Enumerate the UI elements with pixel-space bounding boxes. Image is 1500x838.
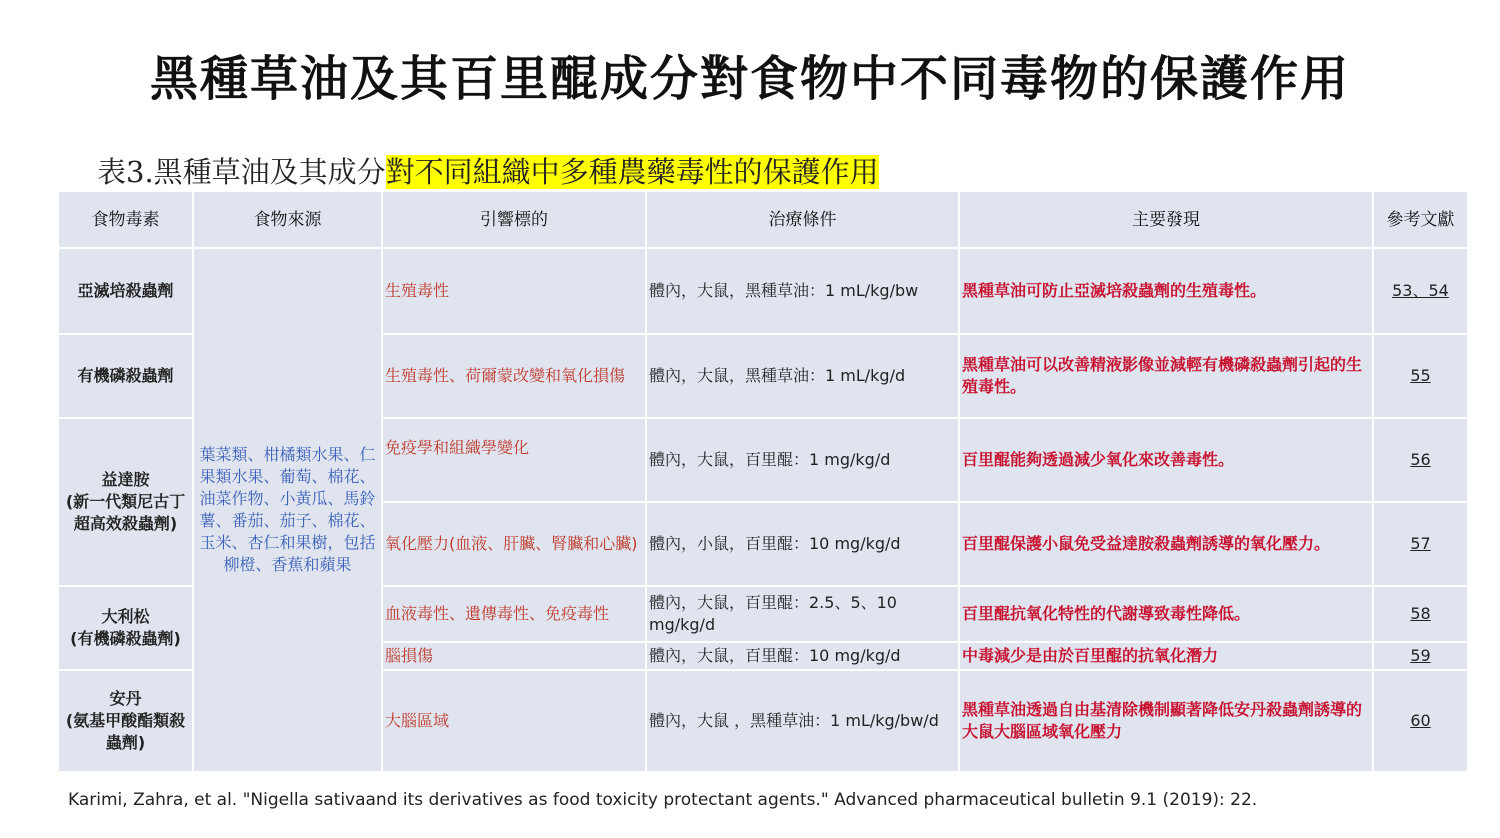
food-source-cell: 葉菜類、柑橘類水果、仁果類水果、葡萄、棉花、油菜作物、小黃瓜、馬鈴薯、番茄、茄子、棉花、玉米、杏仁和果樹，包括柳橙、香蕉和蘋果: [193, 248, 382, 772]
header-source: 食物來源: [193, 191, 382, 248]
reference-link[interactable]: 59: [1410, 646, 1431, 665]
condition-cell: 體內，大鼠，黑種草油：1 mL/kg/d: [646, 334, 959, 418]
finding-cell: 中毒減少是由於百里醌的抗氧化潛力: [959, 642, 1373, 670]
target-cell: 生殖毒性: [382, 248, 646, 334]
reference-link[interactable]: 56: [1410, 450, 1431, 469]
caption-highlight: 對不同組織中多種農藥毒性的保護作用: [385, 155, 879, 189]
header-target: 引響標的: [382, 191, 646, 248]
table-header-row: [58, 191, 1468, 248]
reference-link[interactable]: 53、54: [1392, 281, 1449, 300]
reference-link[interactable]: 55: [1410, 366, 1431, 385]
finding-cell: 百里醌保護小鼠免受益達胺殺蟲劑誘導的氧化壓力。: [959, 502, 1373, 586]
toxin-cell: 亞滅培殺蟲劑: [58, 248, 193, 334]
condition-cell: 體內，大鼠，百里醌：2.5、5、10 mg/kg/d: [646, 586, 959, 642]
reference-cell: [1373, 502, 1468, 586]
caption-prefix: 表3.黑種草油及其成分: [97, 155, 386, 189]
condition-cell: 體內，大鼠，百里醌：1 mg/kg/d: [646, 418, 959, 502]
header-condition: 治療條件: [646, 191, 959, 248]
reference-link[interactable]: 58: [1410, 604, 1431, 623]
finding-cell: 百里醌能夠透過減少氧化來改善毒性。: [959, 418, 1373, 502]
toxin-cell: 有機磷殺蟲劑: [58, 334, 193, 418]
finding-cell: 黑種草油可以改善精液影像並減輕有機磷殺蟲劑引起的生殖毒性。: [959, 334, 1373, 418]
header-toxin: 食物毒素: [58, 191, 193, 248]
target-cell: 血液毒性、遺傳毒性、免疫毒性: [382, 586, 646, 642]
table-caption: [97, 150, 879, 191]
target-cell: 生殖毒性、荷爾蒙改變和氧化損傷: [382, 334, 646, 418]
page-title: 黑種草油及其百里醌成分對食物中不同毒物的保護作用: [149, 51, 1350, 107]
reference-link[interactable]: 60: [1410, 711, 1431, 730]
reference-cell: [1373, 670, 1468, 772]
table-row: [58, 248, 1468, 334]
reference-link[interactable]: 57: [1410, 534, 1431, 553]
target-cell: 氧化壓力(血液、肝臟、腎臟和心臟): [382, 502, 646, 586]
citation-footer: Karimi, Zahra, et al. "Nigella sativaand its derivatives as food toxicity protectant agents." Advanced pharmaceutical bulletin 9.1 (2019): 22.: [68, 790, 1258, 810]
finding-cell: 黑種草油透過自由基清除機制顯著降低安丹殺蟲劑誘導的大鼠大腦區域氧化壓力: [959, 670, 1373, 772]
toxin-cell: 安丹 (氨基甲酸酯類殺蟲劑): [58, 670, 193, 772]
condition-cell: 體內，大鼠 ，黑種草油：1 mL/kg/bw/d: [646, 670, 959, 772]
header-finding: 主要發現: [959, 191, 1373, 248]
condition-cell: 體內，小鼠，百里醌：10 mg/kg/d: [646, 502, 959, 586]
toxin-cell: 大利松 (有機磷殺蟲劑): [58, 586, 193, 670]
reference-cell: [1373, 586, 1468, 642]
target-cell: 大腦區域: [382, 670, 646, 772]
reference-cell: [1373, 334, 1468, 418]
pesticide-table: [57, 190, 1469, 773]
reference-cell: [1373, 642, 1468, 670]
finding-cell: 黑種草油可防止亞滅培殺蟲劑的生殖毒性。: [959, 248, 1373, 334]
reference-cell: [1373, 248, 1468, 334]
header-reference: 參考文獻: [1373, 191, 1468, 248]
toxin-cell: 益達胺 (新一代類尼古丁超高效殺蟲劑): [58, 418, 193, 586]
condition-cell: 體內，大鼠，百里醌：10 mg/kg/d: [646, 642, 959, 670]
target-cell: 免疫學和組織學變化: [382, 418, 646, 502]
target-cell: 腦損傷: [382, 642, 646, 670]
condition-cell: 體內，大鼠，黑種草油：1 mL/kg/bw: [646, 248, 959, 334]
reference-cell: [1373, 418, 1468, 502]
finding-cell: 百里醌抗氧化特性的代謝導致毒性降低。: [959, 586, 1373, 642]
